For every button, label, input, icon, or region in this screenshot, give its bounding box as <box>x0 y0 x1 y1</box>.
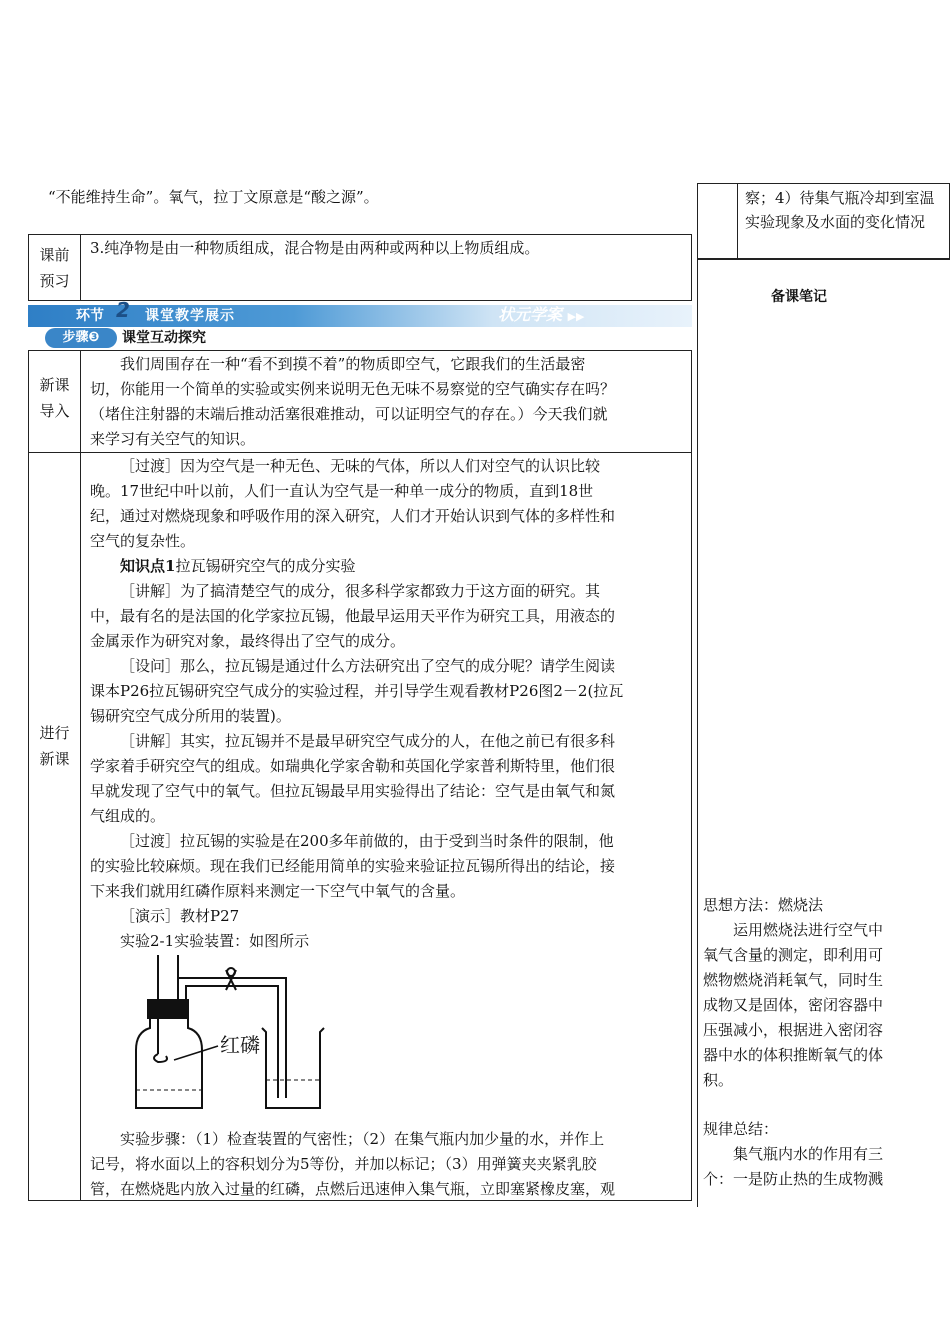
section-title: 课堂教学展示 <box>145 308 235 324</box>
side-column-rule <box>697 259 698 1207</box>
section-number: 2 <box>116 298 130 322</box>
step-title: 课堂互动探究 <box>122 330 206 346</box>
section-label: 环节 <box>76 308 104 324</box>
label-pointer <box>174 1046 218 1060</box>
apparatus-figure <box>130 950 330 1115</box>
gas-bottle <box>136 1018 202 1108</box>
notes-title: 备课笔记 <box>771 289 827 305</box>
lesson-text: ［过渡］因为空气是一种无色、无味的气体，所以人们对空气的认识比较 晚。17世纪中叶以前，人们一直认为空气是一种单一成分的物质，直到18世 纪，通过对燃烧现象和呼吸作用的深入研究，人们才开始认识到气体的多样性和 空气的复杂性。 知识点1拉瓦锡研究空气的成分实验 ［讲解］为了搞清楚空气的成分，很多科学家都致力于这方面的研究。其 中，最有名的是法国的化学家拉瓦锡，他最早运用天平作为研究工具，用液态的 金属汞作为研究对象，最终得出了空气的成分。 ［设问］那么，拉瓦锡是通过什么方法研究出了空气的成分呢？请学生阅读 课本P26拉瓦锡研究空气成分的实验过程，并引导学生观看教材P26图2－2(拉瓦 锡研究空气成分所用的装置)。 ［讲解］其实，拉瓦锡并不是最早研究空气成分的人，在他之前已有很多科 学家着手研究空气的组成。如瑞典化学家舍勒和英国化学家普利斯特里，他们很 早就发现了空气中的氧气。但拉瓦锡最早用实验得出了结论：空气是由氧气和氮 气组成的。 ［过渡］拉瓦锡的实验是在200多年前做的，由于受到当时条件的限制，他 的实验比较麻烦。现在我们已经能用简单的实验来验证拉瓦锡所得出的结论，接 下来我们就用红磷作原料来测定一下空气中氧气的含量。 ［演示］教材P27 实验2-1实验装置：如图所示 <box>90 454 682 954</box>
figure-label: 红磷 <box>220 1033 260 1057</box>
knowledge-point: 知识点1拉瓦锡研究空气的成分实验 <box>120 557 356 575</box>
intro-label: 新课 导入 <box>39 376 70 420</box>
right-top-text: 察；4）待集气瓶冷却到室温 实验现象及水面的变化情况 <box>745 189 935 231</box>
steps-text: 实验步骤：（1）检查装置的气密性；（2）在集气瓶内加少量的水，并作上 记号，将水面以上的容积划分为5等份，并加以标记；（3）用弹簧夹夹紧乳胶 管，在燃烧匙内放入过量的红磷，点燃后迅速伸入集气瓶，立即塞紧橡皮塞，观 <box>90 1130 616 1198</box>
lesson-label-cell <box>28 452 81 1201</box>
beaker <box>262 1028 324 1108</box>
top-line: “不能维持生命”。氧气，拉丁文原意是“酸之源”。 <box>48 188 379 206</box>
right-divider <box>697 259 950 260</box>
preview-text: 3.纯净物是由一种物质组成，混合物是由两种或两种以上物质组成。 <box>90 239 540 257</box>
rubber-stopper <box>148 1000 188 1018</box>
arrow-icon: ▶▶ <box>567 310 585 323</box>
clamp-head <box>227 968 235 976</box>
intro-text: 我们周围存在一种“看不到摸不着”的物质即空气，它跟我们的生活最密 切，你能用一个简单的实验或实例来说明无色无味不易察觉的空气确实存在吗？ （堵住注射器的末端后推动活塞很难推动，可以证明空气的存在。）今天我们就 来学习有关空气的知识。 <box>90 355 616 448</box>
lesson-label: 进行 新课 <box>39 724 70 768</box>
preview-label: 课前 预习 <box>39 246 70 290</box>
method-note: 思想方法：燃烧法 运用燃烧法进行空气中 氧气含量的测定，即利用可 燃物燃烧消耗氧气，同时生 成物又是固体，密闭容器中 压强减小，根据进入密闭容 器中水的体积推断氧气的体 积。 <box>703 896 884 1089</box>
rule-note: 规律总结： 集气瓶内水的作用有三 个：一是防止热的生成物溅 <box>703 1120 884 1188</box>
step-badge: 步骤❸ <box>45 328 117 348</box>
combustion-spoon <box>154 1054 167 1062</box>
right-top-label-cell <box>697 183 738 259</box>
brand-label: 状元学案 ▶▶ <box>498 305 585 324</box>
